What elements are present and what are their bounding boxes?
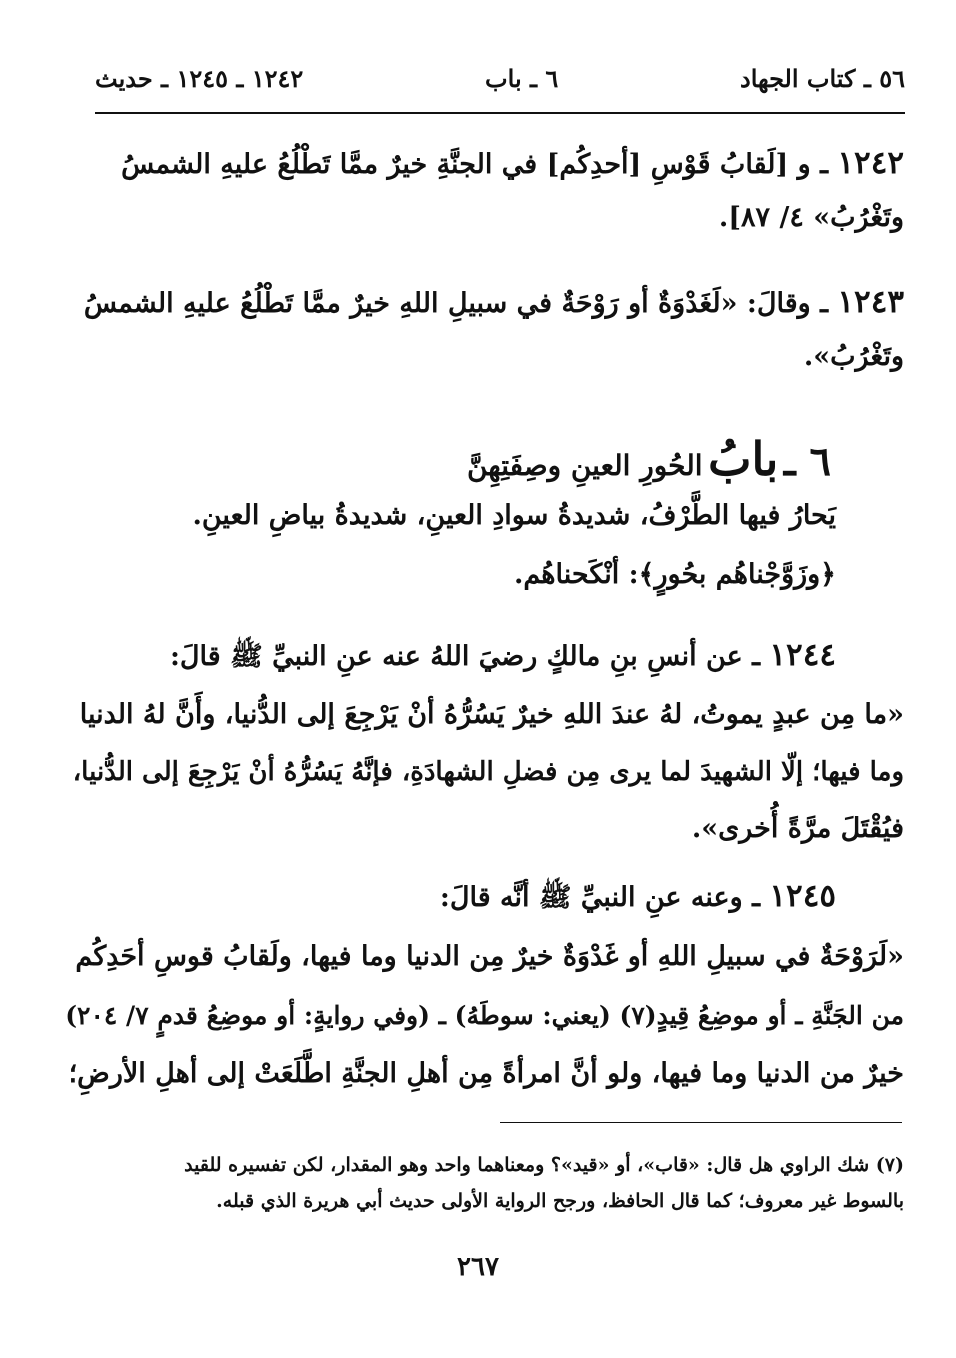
page-number: ٢٦٧ [457, 1252, 499, 1282]
chapter-word: بابُ [708, 432, 779, 486]
hadith-1243-line-1 [83, 284, 904, 320]
hadith-number: ١٢٤٢ [837, 145, 904, 181]
running-header [95, 58, 905, 98]
header-chapter: ٦ ـ باب [485, 63, 559, 93]
chapter-description-line-1: يَحارُ فيها الطَّرْفُ، شديدةُ سوادِ العينِ، شديدةُ بياضِ العينِ. [192, 500, 836, 531]
hadith-1245-intro [439, 878, 836, 914]
hadith-text: ـ وعنه عنِ النبيِّ ﷺ أنَّه قالَ: [439, 882, 770, 913]
header-divider [95, 112, 905, 114]
chapter-number: ٦ ـ [783, 438, 831, 485]
footnote-line-1: (٧) شك الراوي هل قال: «قاب»، أو «قيد»؟ ومعناهما واحد وهو المقدار، لكن تفسيره للقيد [184, 1154, 904, 1176]
hadith-1242-line-1 [121, 145, 904, 181]
hadith-1244-line-3: فيُقْتَلَ مرَّةً أُخرى». [691, 813, 904, 844]
hadith-number: ١٢٤٣ [837, 284, 904, 320]
header-book-title: ٥٦ ـ كتاب الجهاد [740, 63, 905, 93]
hadith-1245-line-3: خيرٌ من الدنيا وما فيها، ولو أنَّ امرأةً مِن أهلِ الجنَّةِ اطَّلَعَتْ إلى أهلِ الأرضِ؛ [68, 1058, 904, 1089]
hadith-1243-line-2: وتَغْرُبُ». [803, 341, 904, 372]
hadith-1242-line-2: وتَغْرُبُ» ٤/ ٨٧]. [718, 202, 904, 233]
hadith-number: ١٢٤٤ [769, 637, 836, 673]
hadith-text: ـ و [لَقابُ قَوْسِ [أحدِكُم] في الجنَّةِ خيرٌ ممَّا تَطْلُعُ عليهِ الشمسُ [121, 149, 838, 180]
hadith-text: ـ عن أنسِ بنِ مالكٍ رضيَ اللهُ عنه عنِ النبيِّ ﷺ قالَ: [169, 641, 770, 672]
hadith-1245-line-1: «لَرَوْحَةٌ في سبيلِ اللهِ أو غَدْوَةٌ خيرٌ مِن الدنيا وما فيها، ولَقابُ قوسِ أحَدِكُم [75, 941, 904, 972]
footnote-line-2: بالسوط غير معروف؛ كما قال الحافظ، ورجح الرواية الأولى حديث أبي هريرة الذي قبله. [216, 1190, 904, 1212]
chapter-heading [467, 432, 831, 486]
hadith-number: ١٢٤٥ [769, 878, 836, 914]
hadith-1244-line-2: وما فيها؛ إلّا الشهيدَ لما يرى مِن فضلِ الشهادَةِ، فإنَّهُ يَسُرُّهُ أنْ يَرْجِعَ إلى الدُّنيا، [72, 757, 904, 787]
hadith-1244-intro [169, 637, 836, 673]
hadith-text: ـ وقالَ: «لَغَدْوَةٌ أو رَوْحَةٌ في سبيلِ اللهِ خيرٌ ممَّا تَطْلُعُ عليهِ الشمسُ [83, 288, 838, 319]
footnote-divider [500, 1122, 902, 1123]
hadith-1245-line-2: من الجَنَّةِ ـ أو موضِعُ قِيدٍ(٧) (يعني: سوطَهُ) ـ (وفي روايةٍ: أو موضِعُ قدمٍ ٧/ ٢٠٤) [65, 1001, 904, 1030]
hadith-1244-line-1: «ما مِن عبدٍ يموتُ، لهُ عندَ اللهِ خيرٌ يَسُرُّهُ أنْ يَرْجِعَ إلى الدُّنيا، وأَنَّ لهُ الدنيا [79, 699, 904, 730]
chapter-description-line-2: ﴿وزَوَّجْناهُم بحُورٍ﴾: أنْكَحناهُم. [513, 559, 836, 590]
header-hadith-range: ١٢٤٢ ـ ١٢٤٥ ـ حديث [95, 63, 304, 93]
chapter-subtitle: الحُورِ العينِ وصِفَتِهِنَّ [466, 449, 703, 482]
